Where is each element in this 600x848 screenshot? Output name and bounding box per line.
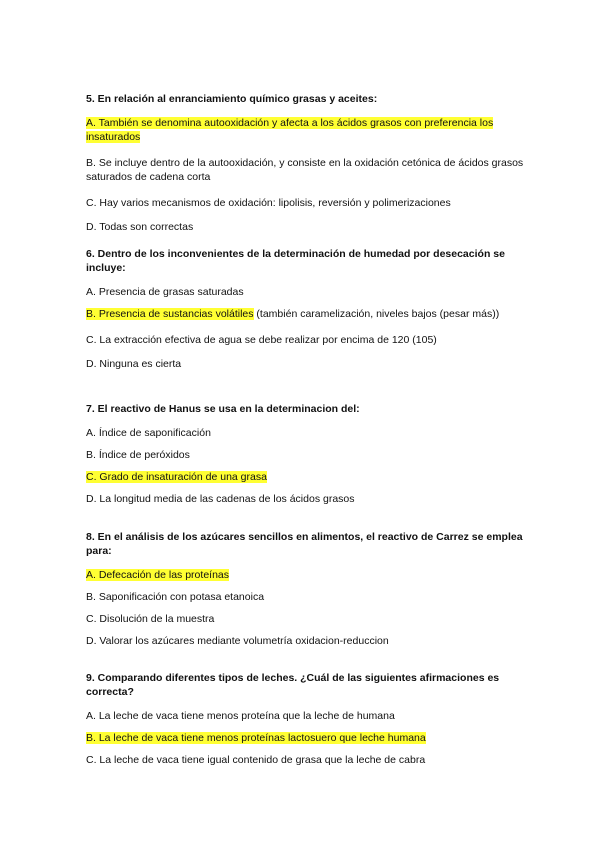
option-text: C. La extracción efectiva de agua se debe realizar por encima de 120 (105) xyxy=(86,334,437,346)
option-text: B. Saponificación con potasa etanoica xyxy=(86,591,265,603)
highlighted-answer: C. Grado de insaturación de una grasa xyxy=(86,471,267,483)
highlighted-answer: B. La leche de vaca tiene menos proteínas lactosuero que leche humana xyxy=(86,732,426,744)
option-b xyxy=(86,731,526,745)
option-text: D. Todas son correctas xyxy=(86,221,194,233)
option-d xyxy=(86,220,526,234)
option-a xyxy=(86,426,526,440)
option-c xyxy=(86,470,526,484)
option-b xyxy=(86,448,526,462)
option-text: A. Presencia de grasas saturadas xyxy=(86,286,244,298)
option-text: (también caramelización, niveles bajos (pesar más)) xyxy=(253,308,500,320)
highlighted-answer: B. Presencia de sustancias volátiles xyxy=(86,308,254,320)
question-title: 8. En el análisis de los azúcares sencillos en alimentos, el reactivo de Carrez se emplea para: xyxy=(86,531,523,557)
option-c xyxy=(86,333,526,347)
question-title: 9. Comparando diferentes tipos de leches. ¿Cuál de las siguientes afirmaciones es correcta? xyxy=(86,672,500,698)
option-d xyxy=(86,492,526,506)
question-title: 5. En relación al enranciamiento químico grasas y aceites: xyxy=(86,93,378,105)
option-text: D. La longitud media de las cadenas de los ácidos grasos xyxy=(86,493,355,505)
option-a xyxy=(86,568,526,582)
option-text: B. Índice de peróxidos xyxy=(86,449,190,461)
question-7 xyxy=(86,402,526,505)
option-text: B. Se incluye dentro de la autooxidación, y consiste en la oxidación cetónica de ácidos grasos saturados de cadena corta xyxy=(86,157,524,183)
option-c xyxy=(86,753,526,767)
option-c xyxy=(86,196,526,210)
highlighted-answer: A. También se denomina autooxidación y afecta a los ácidos grasos con preferencia los insaturados xyxy=(86,117,494,143)
question-6 xyxy=(86,247,526,370)
highlighted-answer: A. Defecación de las proteínas xyxy=(86,569,230,581)
option-text: A. La leche de vaca tiene menos proteína que la leche de humana xyxy=(86,710,395,722)
question-title: 7. El reactivo de Hanus se usa en la determinacion del: xyxy=(86,403,360,415)
question-9 xyxy=(86,671,526,766)
option-a xyxy=(86,285,526,299)
option-text: C. La leche de vaca tiene igual contenido de grasa que la leche de cabra xyxy=(86,754,426,766)
option-b xyxy=(86,156,526,184)
option-c xyxy=(86,612,526,626)
option-a xyxy=(86,709,526,723)
option-text: C. Hay varios mecanismos de oxidación: lipolisis, reversión y polimerizaciones xyxy=(86,197,451,209)
option-d xyxy=(86,634,526,648)
option-text: D. Ninguna es cierta xyxy=(86,358,182,370)
option-text: D. Valorar los azúcares mediante volumetría oxidacion-reduccion xyxy=(86,635,389,647)
option-text: A. Índice de saponificación xyxy=(86,427,211,439)
option-b xyxy=(86,307,526,321)
option-b xyxy=(86,590,526,604)
question-8 xyxy=(86,530,526,647)
option-text: C. Disolución de la muestra xyxy=(86,613,215,625)
option-d xyxy=(86,357,526,371)
question-title: 6. Dentro de los inconvenientes de la determinación de humedad por desecación se incluye: xyxy=(86,248,505,274)
question-5 xyxy=(86,92,526,233)
option-a xyxy=(86,116,526,144)
